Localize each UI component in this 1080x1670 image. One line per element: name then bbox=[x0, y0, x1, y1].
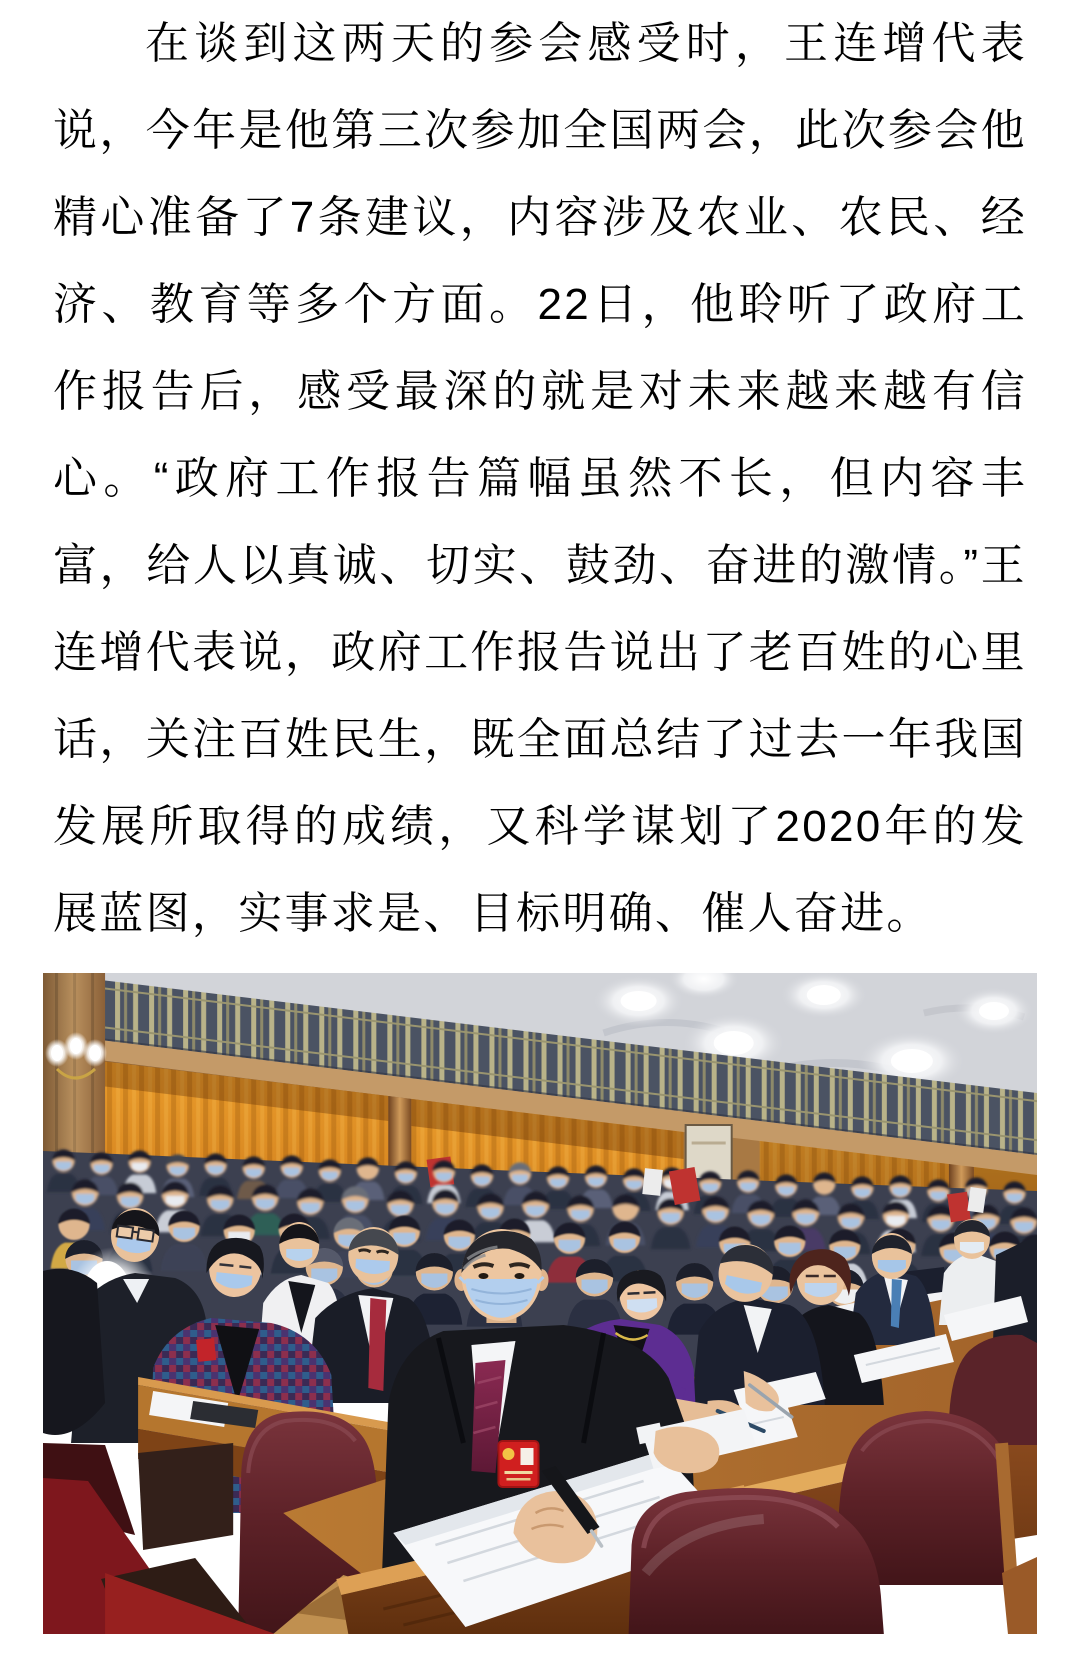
left-edge-delegate-shoulder bbox=[43, 1269, 105, 1435]
assembly-hall-photo bbox=[43, 973, 1037, 1634]
delegate-badge bbox=[498, 1441, 538, 1487]
article-photo[interactable] bbox=[43, 973, 1037, 1634]
brown-chair bbox=[138, 1443, 233, 1550]
article-paragraph: 在谈到这两天的参会感受时，王连增代表说，今年是他第三次参加全国两会，此次参会他精心准备了7条建议，内容涉及农业、农民、经济、教育等多个方面。22日，他聆听了政府工作报告后，感受最深的就是对未来越来越有信心。“政府工作报告篇幅虽然不长，但内容丰富，给人以真诚、切实、鼓劲、奋进的激情。”王连增代表说，政府工作报告说出了老百姓的心里话，关注百姓民生，既全面总结了过去一年我国发展所取得的成绩，又科学谋划了2020年的发展蓝图，实事求是、目标明确、催人奋进。 bbox=[53, 19, 1027, 938]
